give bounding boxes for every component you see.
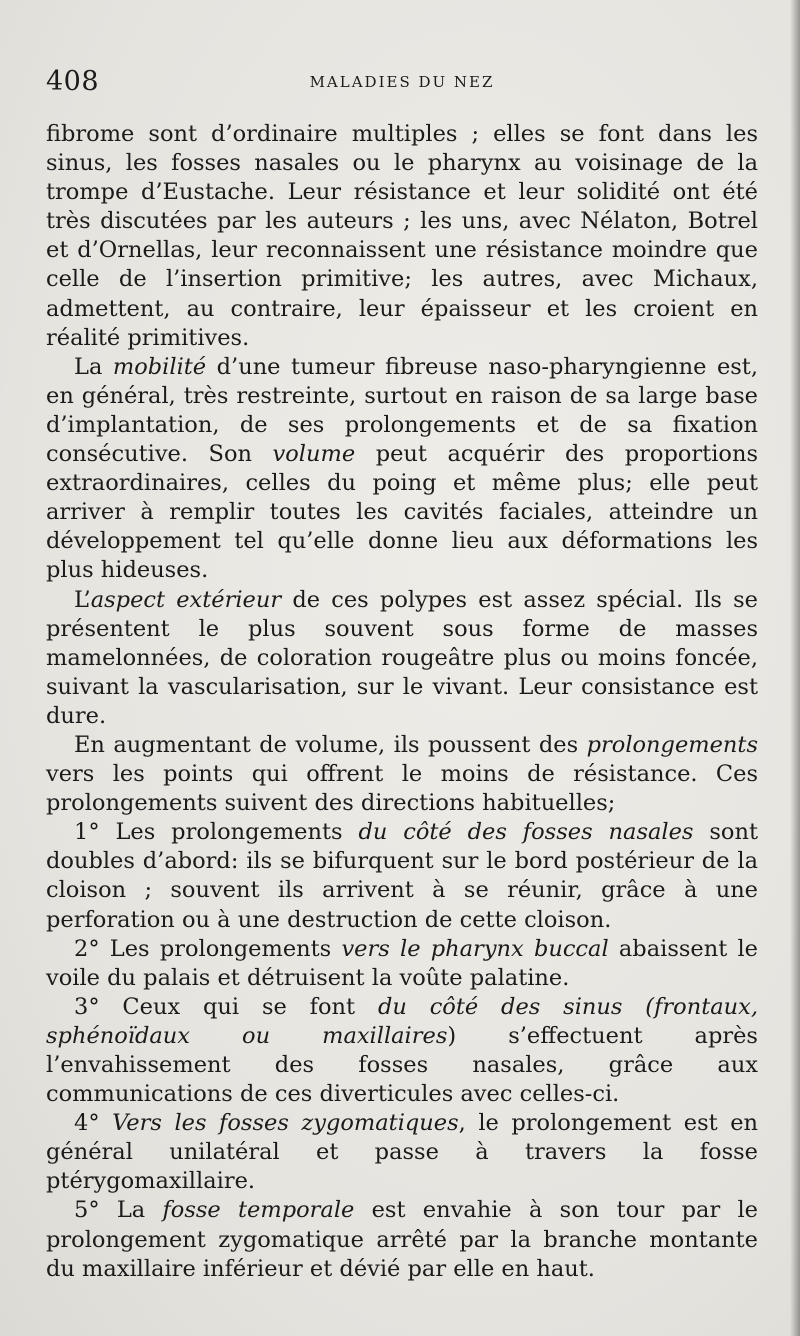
paragraph [46,586,758,731]
paragraph [46,935,758,993]
text-run: peut acquérir des proportions extraordinaires, celles du poing et même plus; elle peut arriver à remplir toutes les cavités faciales, atteindre un développement tel qu’elle donne lieu aux déformations les plus hideuses. [46,441,758,584]
italic-text: prolongements [586,731,758,758]
italic-text: du côté des sinus (frontaux, sphénoïdaux ou maxillaires [46,993,758,1049]
paragraph [46,120,758,353]
paragraph [46,1196,758,1283]
text-run: de ces polypes est assez spécial. Ils se présentent le plus souvent sous forme de masses mamelonnées, de coloration rougeâtre plus ou moins foncée, suivant la vascularisation, sur le vivant. Leur consistance est dure. [46,586,759,729]
page-header [46,66,758,106]
text-run: ) s’effectuent après l’envahissement des fosses nasales, grâce aux communications de ces diverticules avec celles-ci. [46,1022,758,1108]
italic-text: aspect extérieur [90,586,282,613]
running-head: MALADIES DU NEZ [309,73,495,91]
text-run: La [74,353,113,380]
text-run: 4° [74,1110,113,1137]
book-page [46,66,758,1284]
page-edge-shadow [790,0,800,1336]
paragraph [46,818,758,934]
paragraph [46,1109,758,1196]
text-run: 2° Les prolongements [74,935,342,962]
text-run: 5° La [74,1197,163,1224]
text-run: fibrome sont d’ordinaire multiples ; elles se font dans les sinus, les fosses nasales ou le pharynx au voisinage de la trompe d’Eustache. Leur résistance et leur solidité ont été très discutées par les auteurs ; les uns, avec Nélaton, Botrel et d’Ornellas, leur reconnaissent une résistance moindre que celle de l’insertion primitive; les autres, avec Michaux, admettent, au contraire, leur épaisseur et les croient en réalité primitives. [46,121,758,351]
italic-text: fosse temporale [162,1197,355,1224]
paragraph [46,993,758,1109]
italic-text: du côté des fosses nasales [358,819,694,846]
italic-text: volume [272,441,356,468]
text-run: En augmentant de volume, ils poussent des [74,731,587,758]
text-run: sont doubles d’abord: ils se bifurquent sur le bord postérieur de la cloison ; souvent ils arrivent à se réunir, grâce à une perforation ou à une destruction de cette cloison. [46,819,758,933]
italic-text: vers le pharynx buccal [341,935,609,962]
paragraph [46,353,758,586]
paragraph [46,731,758,818]
text-run: abaissent le voile du palais et détruisent la voûte palatine. [46,935,758,991]
text-run: 1° Les prolongements [74,819,359,846]
text-run: d’une tumeur fibreuse naso-pharyngienne est, en général, très restreinte, surtout en raison de sa large base d’implantation, de ses prolongements et de sa fixation consécutive. Son [46,353,758,468]
text-run: L’ [74,586,91,613]
text-run: vers les points qui offrent le moins de résistance. Ces prolongements suivent des directions habituelles; [46,761,758,817]
text-run: , le prolongement est en général unilatéral et passe à travers la fosse ptérygomaxillaire. [46,1110,759,1195]
text-run: est envahie à son tour par le prolongement zygomatique arrêté par la branche montante du maxillaire inférieur et dévié par elle en haut. [46,1197,758,1282]
text-run: 3° Ceux qui se font [74,993,378,1020]
italic-text: mobilité [112,353,207,380]
page-number: 408 [46,66,100,97]
italic-text: Vers les fosses zygomatiques [112,1110,459,1137]
body-text [46,120,758,1284]
